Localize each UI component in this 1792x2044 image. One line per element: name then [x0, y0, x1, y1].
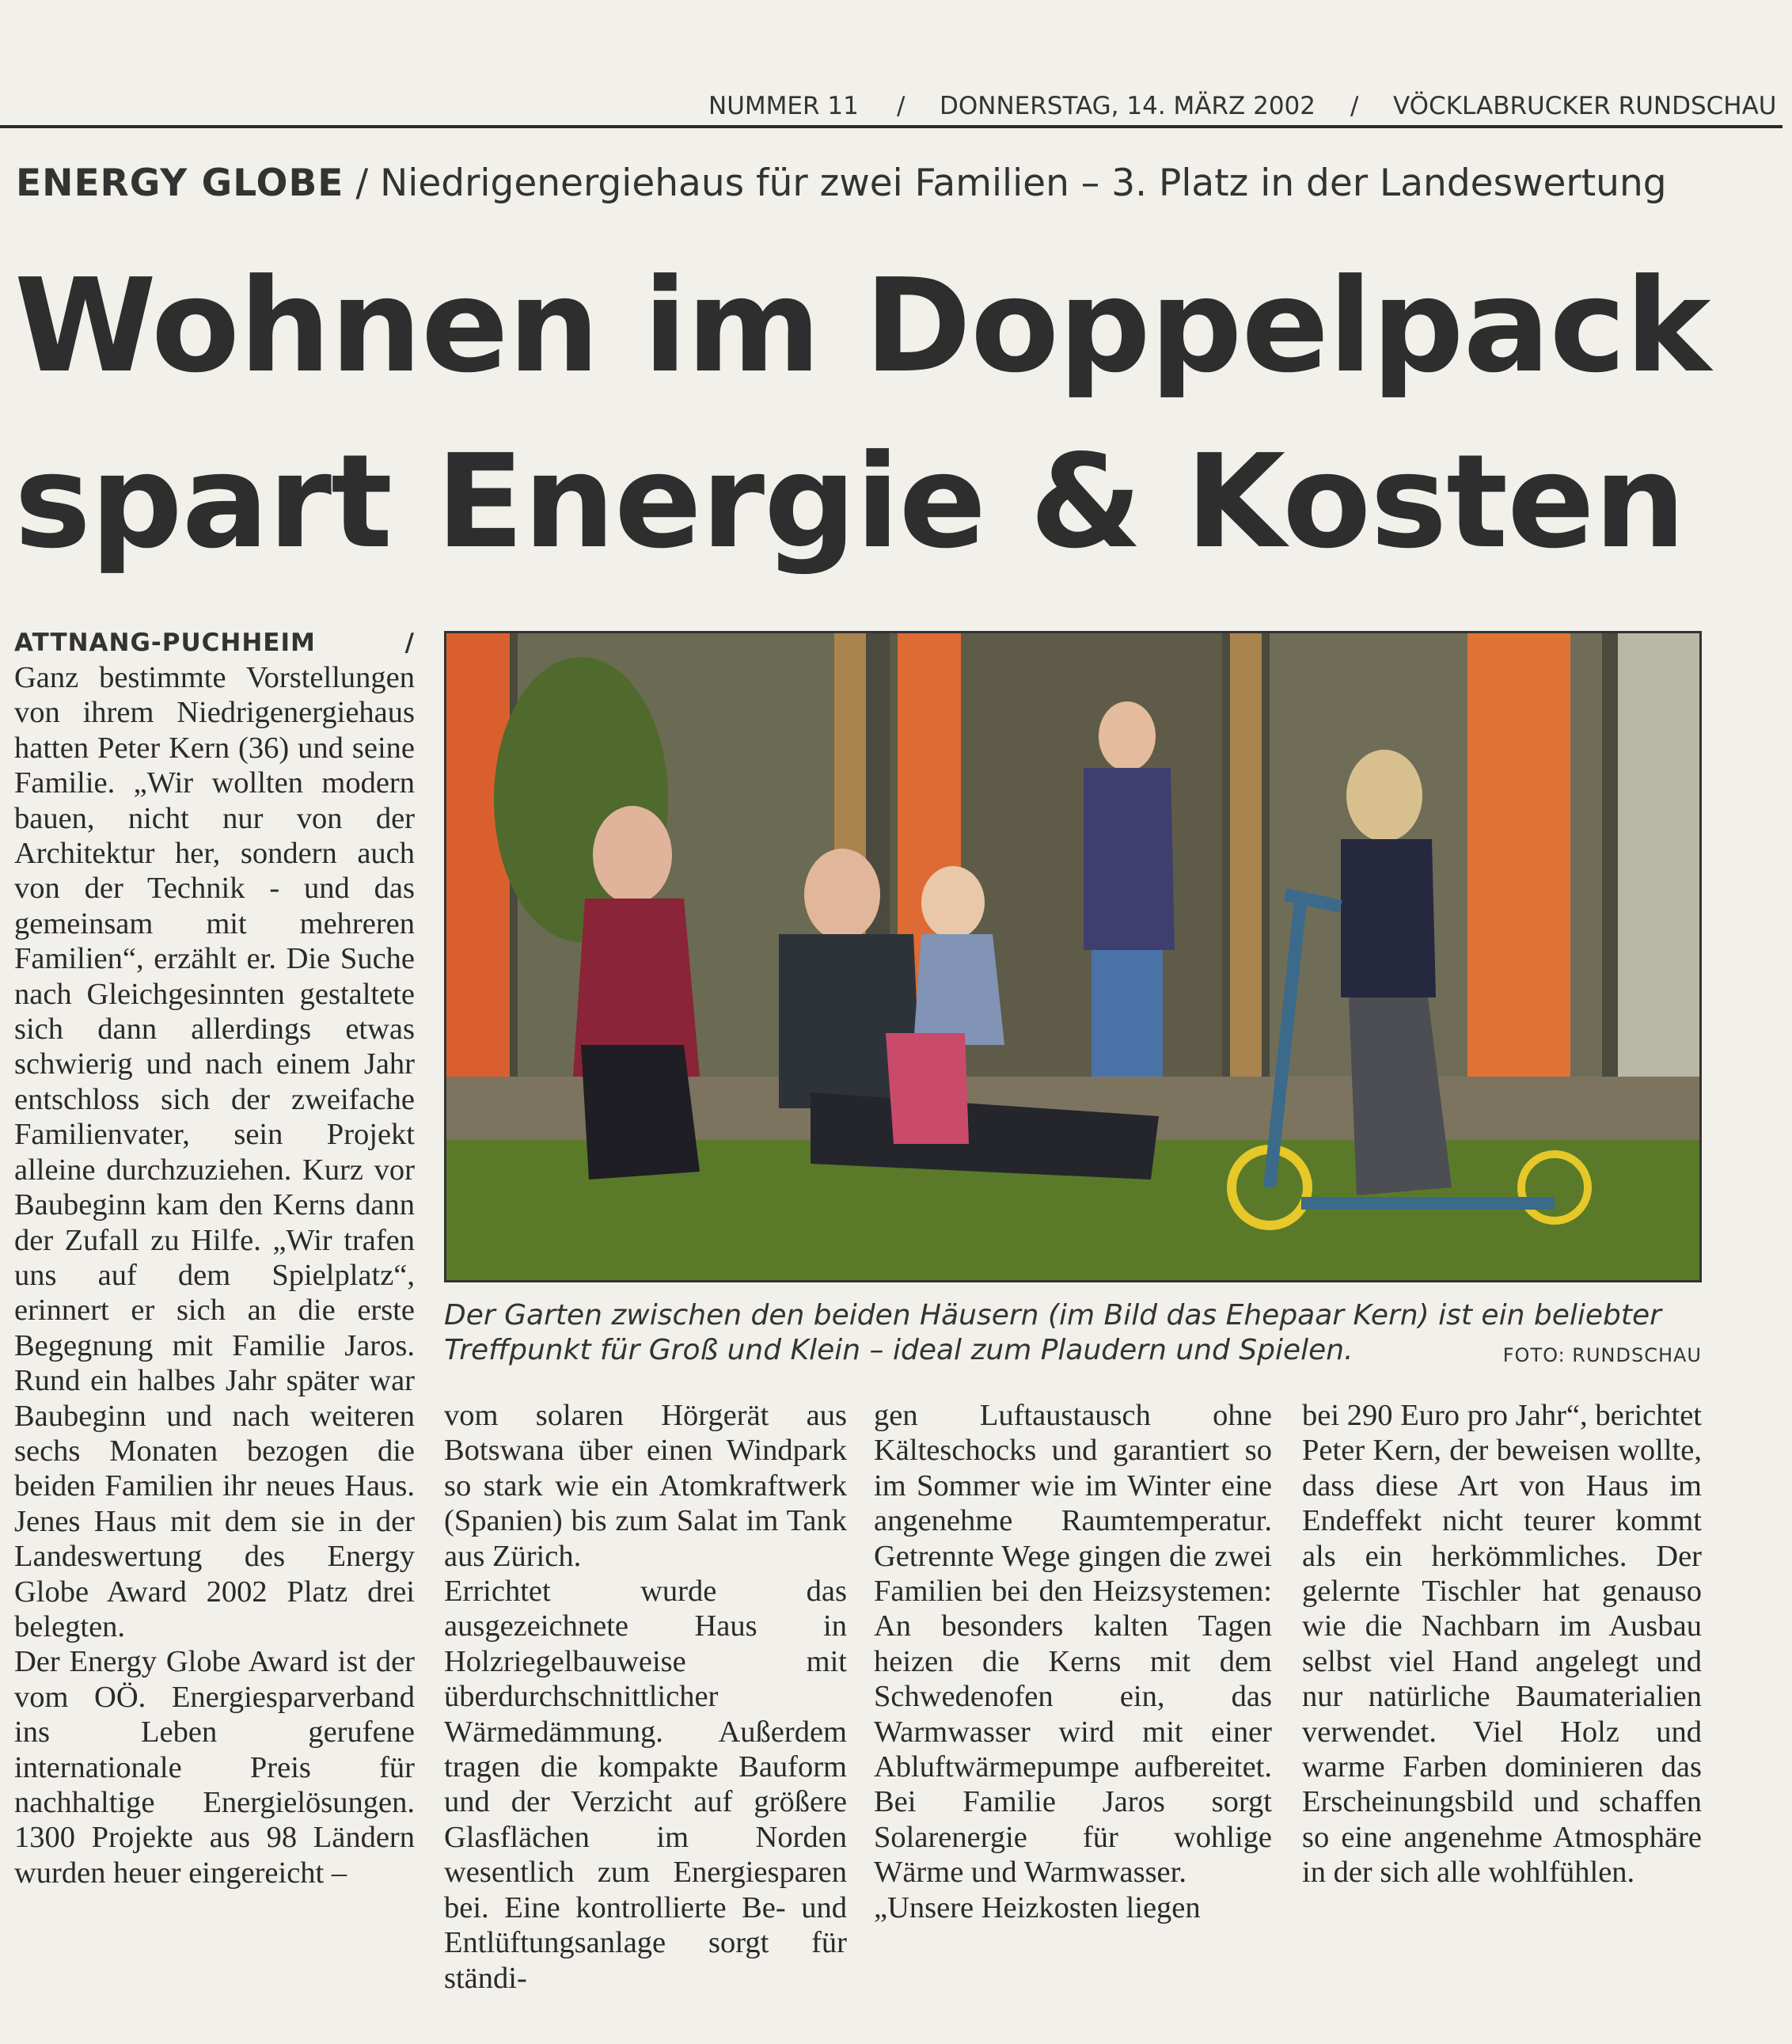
family-garden-photo — [446, 633, 1699, 1280]
dateline-slash: / — [404, 629, 415, 657]
body-paragraph: vom solaren Hörgerät aus Botswana über einen Windpark so stark wie ein Atomkraftwerk (Spanien) bis zum Salat im Tank aus Zürich. — [444, 1399, 847, 1573]
article-column-2 — [444, 1398, 847, 1996]
dateline — [14, 625, 415, 660]
body-paragraph: Errichtet wurde das ausgezeichnete Haus in Holzriegelbauweise mit überdurchschnittlicher Wärmedämmung. Außerdem tragen die kompakte Bauform und der Verzicht auf größere Glasflächen im Norden wesentlich zum Energiesparen bei. Eine kontrollierte Be- und Entlüftungsanlage sorgt für ständi- — [444, 1575, 847, 1995]
article-column-1 — [14, 625, 415, 1890]
dateline-place: ATTNANG-PUCHHEIM — [14, 629, 316, 657]
body-paragraph: Ganz bestimmte Vorstellungen von ihrem Niedrigenergiehaus hatten Peter Kern (36) und seine Familie. „Wir wollten modern bauen, nicht nur von der Architektur her, sondern auch von der Technik - und das gemeinsam mit mehreren Familien“, erzählt er. Die Suche nach Gleichgesinnten gestaltete sich dann allerdings etwas schwierig und nach einem Jahr entschloss sich der zweifache Familienvater, sein Projekt alleine durchzuziehen. Kurz vor Baubeginn kam den Kerns dann der Zufall zu Hilfe. „Wir trafen uns auf dem Spielplatz“, erinnert er sich an die erste Begegnung mit Familie Jaros. Rund ein halbes Jahr später war Baubeginn und nach weiteren sechs Monaten bezogen die beiden Familien ihr neues Haus. Jenes Haus mit dem sie in der Landeswertung des Energy Globe Award 2002 Platz drei belegten. — [14, 661, 415, 1643]
kicker-text: / Niedrigenergiehaus für zwei Familien – 3. Platz in der Landeswertung — [344, 161, 1667, 205]
masthead-separator: / — [1350, 92, 1359, 120]
article-column-4 — [1302, 1398, 1702, 1890]
article-column-3 — [874, 1398, 1272, 1925]
kicker — [16, 161, 1667, 205]
caption-line: Treffpunkt für Groß und Klein – ideal zum Plaudern und Spielen. — [444, 1334, 1353, 1366]
body-paragraph: bei 290 Euro pro Jahr“, berichtet Peter Kern, der beweisen wollte, dass diese Art von Haus im Endeffekt nicht teurer kommt als ein herkömmliches. Der gelernte Tischler hat genauso wie die Nachbarn im Ausbau selbst viel Hand angelegt und nur natürliche Baumaterialien verwendet. Viel Holz und warme Farben dominieren das Erscheinungsbild und schaffen so eine angenehme Atmosphäre in der sich alle wohlfühlen. — [1302, 1399, 1702, 1890]
newspaper-name: VÖCKLABRUCKER RUNDSCHAU — [1393, 92, 1777, 120]
issue-date: DONNERSTAG, 14. MÄRZ 2002 — [940, 92, 1316, 120]
body-paragraph: „Unsere Heizkosten liegen — [874, 1890, 1201, 1924]
masthead — [0, 89, 1783, 128]
article-photo — [444, 631, 1702, 1282]
headline-line-2: spart Energie & Kosten — [14, 427, 1685, 577]
caption-line: Der Garten zwischen den beiden Häusern (im Bild das Ehepaar Kern) ist ein beliebter — [444, 1299, 1661, 1332]
masthead-separator: / — [897, 92, 905, 120]
kicker-label: ENERGY GLOBE — [16, 161, 344, 205]
photo-credit: FOTO: RUNDSCHAU — [1502, 1344, 1702, 1366]
body-paragraph: gen Luftaustausch ohne Kälteschocks und garantiert so im Sommer wie im Winter eine angenehme Raumtemperatur. Getrennte Wege gingen die zwei Familien bei den Heizsystemen: An besonders kalten Tagen heizen die Kerns mit dem Schwedenofen ein, das Warmwasser wird mit einer Abluftwärmepumpe aufbereitet. Bei Familie Jaros sorgt Solarenergie für wohlige Wärme und Warmwasser. — [874, 1399, 1272, 1890]
headline-line-1: Wohnen im Doppelpack — [14, 252, 1710, 401]
issue-number: NUMMER 11 — [708, 92, 859, 120]
body-paragraph: Der Energy Globe Award ist der vom OÖ. Energiesparverband ins Leben gerufene internationale Preis für nachhaltige Energielösungen. 1300 Projekte aus 98 Ländern wurden heuer eingereicht – — [14, 1645, 415, 1890]
